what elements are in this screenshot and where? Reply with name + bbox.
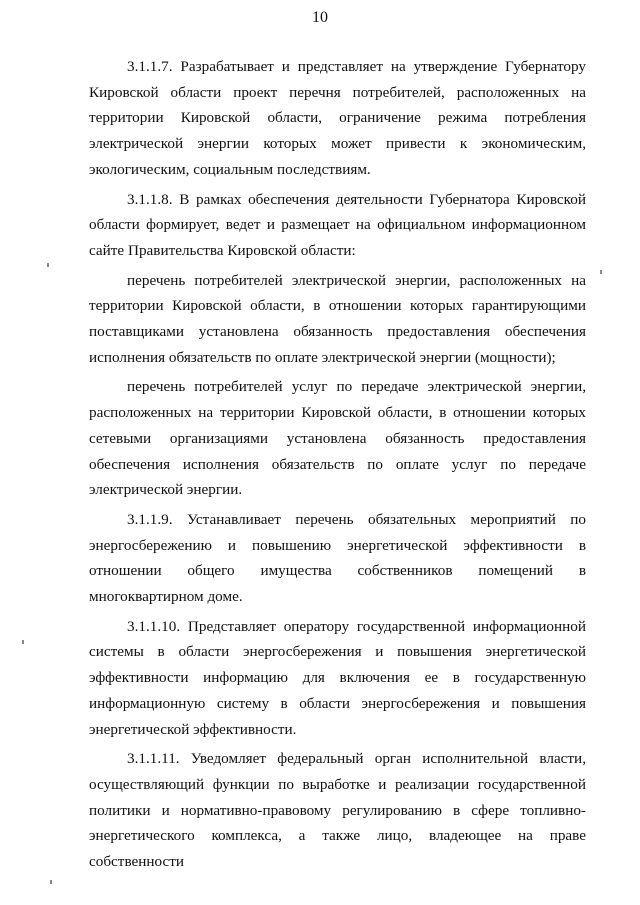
scan-speck [47, 263, 49, 267]
list-item-consumers-transmission-services: перечень потребителей услуг по передаче электрической энергии, расположенных на территории Кировской области, в отношении которых сетевыми организациями установлена обязанность предоставления обеспечения исполнения обязательств по оплате услуг по передаче электрической энергии. [89, 378, 586, 499]
list-item-consumers-electric-energy: перечень потребителей электрической энергии, расположенных на территории Кировской области, в отношении которых гарантирующими поставщиками установлена обязанность предоставления обеспечения исполнения обязательств по оплате электрической энергии (мощности); [89, 271, 586, 366]
scan-speck [22, 640, 24, 644]
paragraph-3-1-1-9: 3.1.1.9. Устанавливает перечень обязательных мероприятий по энергосбережению и повышению энергетической эффективности в отношении общего имущества собственников помещений в многоквартирном доме. [89, 510, 586, 606]
document-body [89, 54, 586, 879]
paragraph-3-1-1-8: 3.1.1.8. В рамках обеспечения деятельности Губернатора Кировской области формирует, ведет и размещает на официальном информационном сайте Правительства Кировской области: [89, 190, 586, 259]
scan-speck [600, 270, 602, 274]
page-number: 10 [312, 9, 328, 26]
paragraph-3-1-1-10: 3.1.1.10. Представляет оператору государственной информационной системы в области энергосбережения и повышения энергетической эффективности информацию для включения ее в государственную информационную систему в области энергосбережения и повышения энергетической эффективности. [89, 617, 586, 738]
paragraph-3-1-1-11: 3.1.1.11. Уведомляет федеральный орган исполнительной власти, осуществляющий функции по выработке и реализации государственной политики и нормативно-правовому регулированию в сфере топливно-энергетического комплекса, а также лицо, владеющее на праве собственности [89, 750, 586, 871]
paragraph-3-1-1-7: 3.1.1.7. Разрабатывает и представляет на утверждение Губернатору Кировской области проект перечня потребителей, расположенных на территории Кировской области, ограничение режима потребления электрической энергии которых может привести к экономическим, экологическим, социальным последствиям. [89, 58, 586, 178]
scan-speck [50, 880, 52, 884]
